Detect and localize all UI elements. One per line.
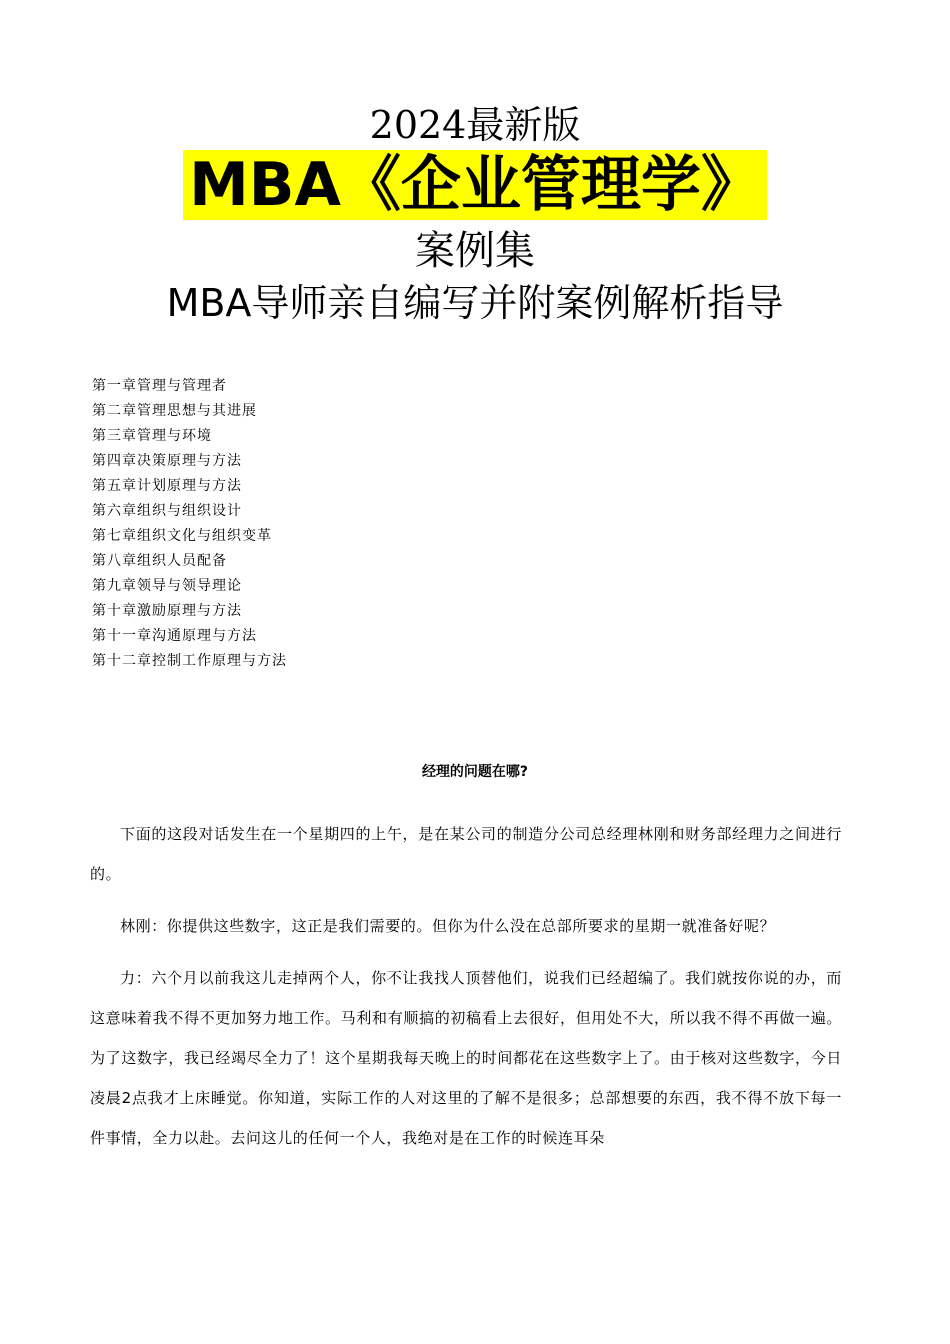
toc-item: 第七章组织文化与组织变革	[92, 528, 272, 544]
cover-title-main: MBA《企业管理学》	[183, 150, 767, 220]
article-paragraph: 力：六个月以前我这儿走掉两个人，你不让我找人顶替他们，说我们已经超编了。我们就按你说的办，而这意味着我不得不更加努力地工作。马利和有顺搞的初稿看上去很好，但用处不大，所以我不得不再做一遍。为了这数字，我已经竭尽全力了！这个星期我每天晚上的时间都花在这些数字上了。由于核对这些数字，今日凌晨2点我才上床睡觉。你知道，实际工作的人对这里的了解不是很多；总部想要的东西，我不得不放下每一件事情，全力以赴。去问这儿的任何一个人，我绝对是在工作的时候连耳朵	[90, 969, 842, 1147]
toc-item: 第三章管理与环境	[92, 428, 212, 444]
cover-title-highlight	[0, 150, 950, 220]
toc-item: 第二章管理思想与其进展	[92, 403, 257, 419]
toc-item: 第十章激励原理与方法	[92, 603, 242, 619]
cover-title-line4: MBA导师亲自编写并附案例解析指导	[166, 281, 784, 325]
cover-title-line1: 2024最新版	[369, 103, 581, 147]
table-of-contents	[92, 374, 287, 674]
toc-item: 第一章管理与管理者	[92, 378, 227, 394]
toc-item: 第八章组织人员配备	[92, 553, 227, 569]
toc-item: 第十一章沟通原理与方法	[92, 628, 257, 644]
article-title: 经理的问题在哪?	[421, 764, 529, 780]
toc-item: 第九章领导与领导理论	[92, 578, 242, 594]
article-paragraph: 林刚：你提供这些数字，这正是我们需要的。但你为什么没在总部所要求的星期一就准备好呢？	[120, 917, 776, 935]
toc-item: 第五章计划原理与方法	[92, 478, 242, 494]
toc-item: 第六章组织与组织设计	[92, 503, 242, 519]
cover-title-line3: 案例集	[415, 228, 535, 274]
article-body	[90, 814, 842, 1170]
toc-item: 第十二章控制工作原理与方法	[92, 653, 287, 669]
article-paragraph: 下面的这段对话发生在一个星期四的上午，是在某公司的制造分公司总经理林刚和财务部经理力之间进行的。	[90, 825, 842, 883]
toc-item: 第四章决策原理与方法	[92, 453, 242, 469]
